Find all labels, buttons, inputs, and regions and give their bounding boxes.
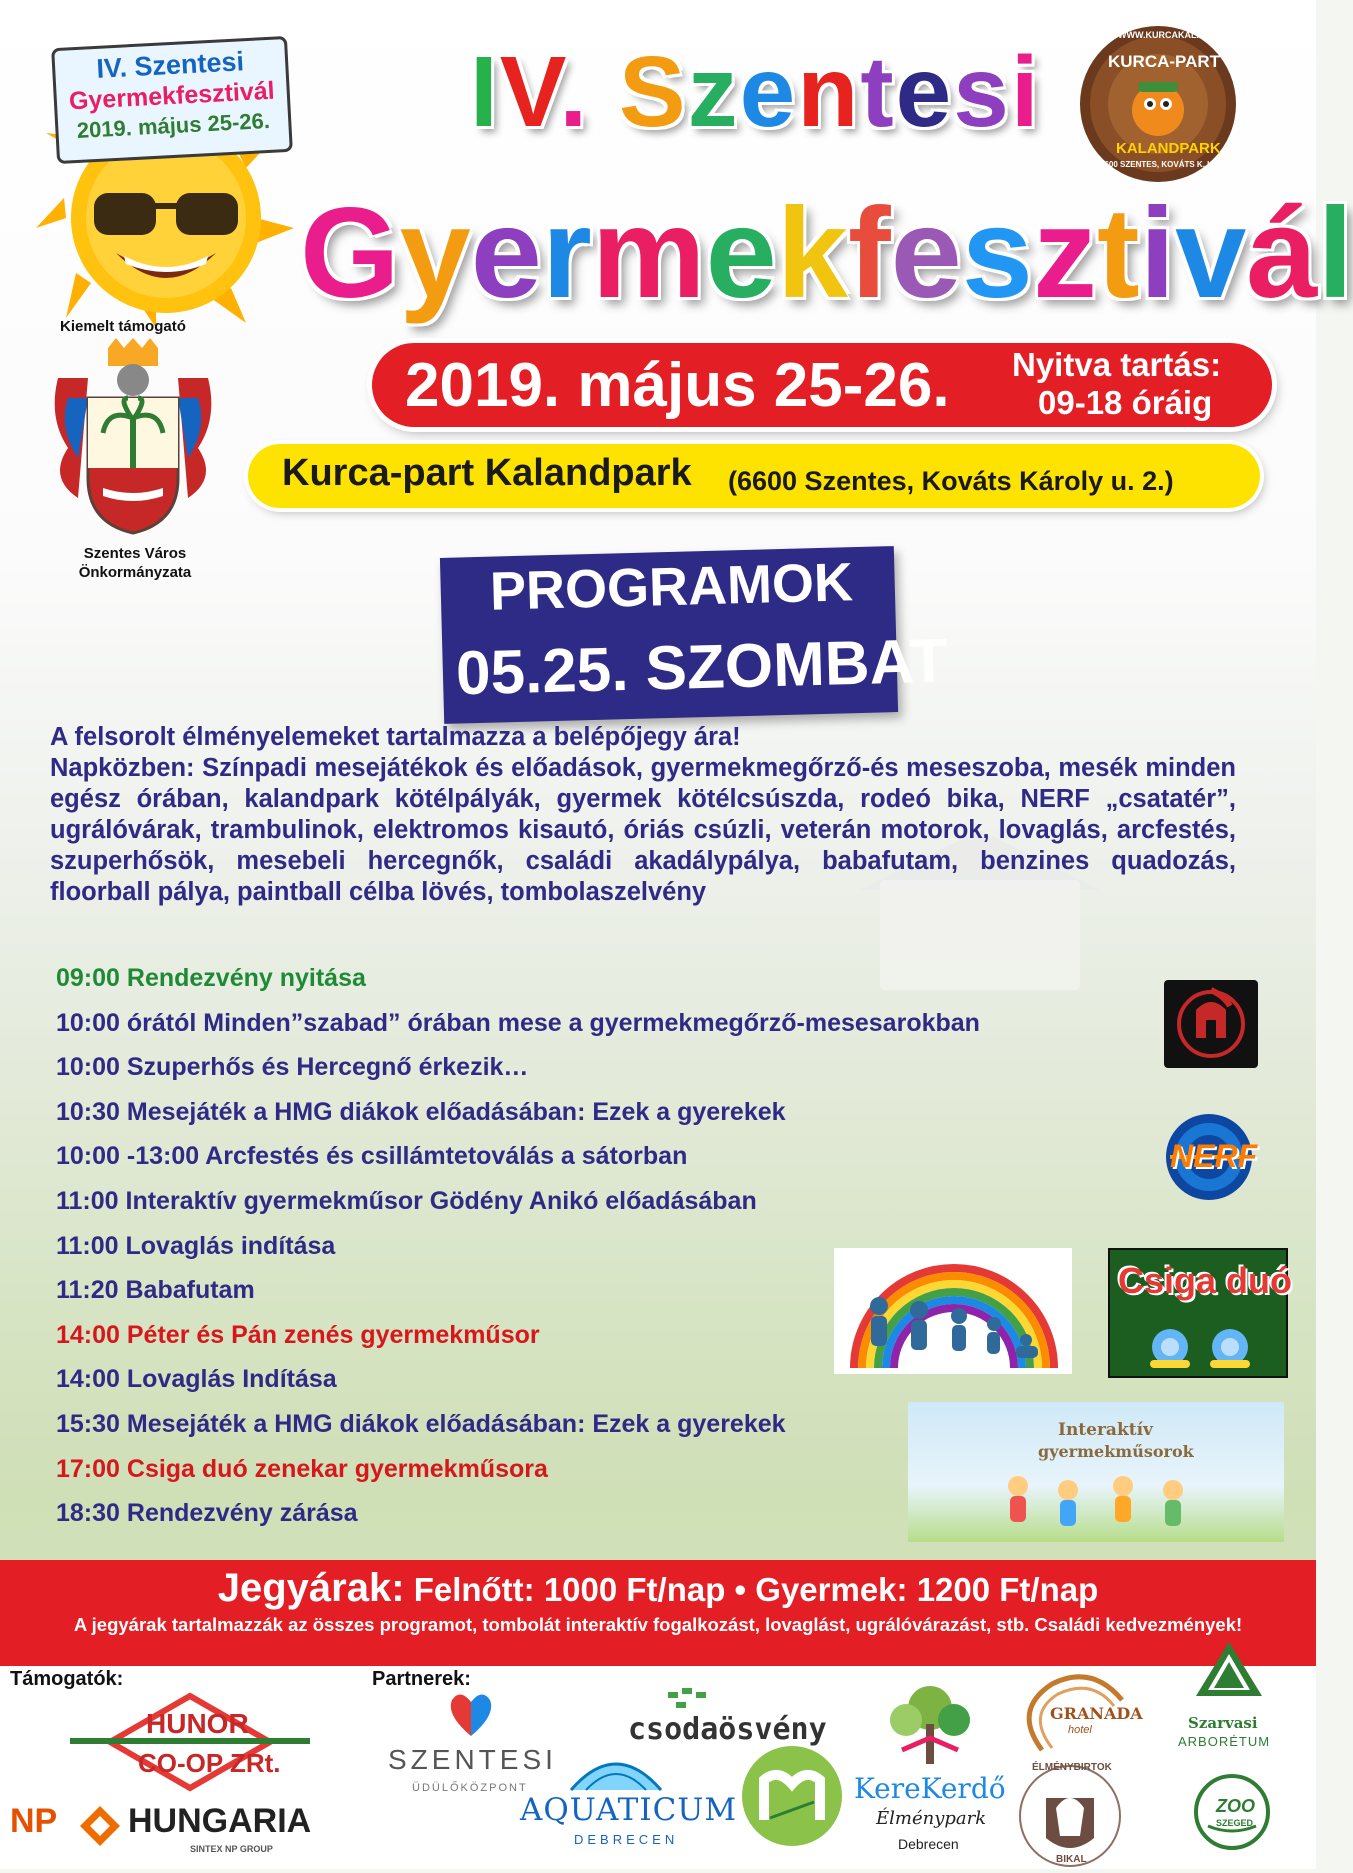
zoo-szeged-logo	[1194, 1774, 1270, 1850]
aquaticum-sub: DEBRECEN	[574, 1832, 678, 1847]
granada-hotel-logo	[1012, 1670, 1136, 1760]
csiga-duo-text: Csiga duó	[1118, 1260, 1292, 1302]
title-letter: s	[962, 182, 1033, 325]
kurca-part-url: WWW.KURCAKALAND.HU	[1118, 30, 1231, 40]
title-letter: y	[400, 182, 471, 325]
sun-logo	[36, 28, 296, 328]
kerekerdo-sub: Élménypark	[876, 1808, 986, 1829]
title-letter: z	[688, 36, 740, 148]
ticket-label: Jegyárak:	[218, 1566, 405, 1610]
title-letter: e	[706, 182, 777, 325]
title-letter: e	[740, 36, 798, 148]
program-title: PROGRAMOK	[489, 551, 853, 622]
schedule-item: 10:00 órától Minden”szabad” órában mese a gyermekmegőrző-mesesarokban	[56, 1001, 980, 1046]
interactive-subtitle: gyermekműsorok	[1038, 1442, 1194, 1461]
title-letter: l	[1318, 182, 1353, 325]
interactive-show-image	[908, 1402, 1284, 1542]
intro-text	[50, 722, 1236, 908]
title-line2-text	[300, 182, 1353, 325]
interactive-title: Interaktív	[1058, 1420, 1153, 1440]
title-letter: n	[797, 36, 860, 148]
title-letter: i	[1011, 36, 1041, 148]
ticket-prices: Felnőtt: 1000 Ft/nap • Gyermek: 1200 Ft/nap	[414, 1571, 1099, 1608]
coat-of-arms-icon	[48, 338, 218, 538]
schedule-item: 17:00 Csiga duó zenekar gyermekműsora	[56, 1447, 980, 1492]
title-letter: t	[1097, 182, 1140, 325]
sun-logo-line3: 2019. május 25-26.	[58, 105, 289, 147]
sun-logo-line2: Gyermekfesztivál	[56, 75, 287, 117]
kurca-part-badge	[1078, 24, 1238, 184]
snail-icon	[1140, 1312, 1260, 1372]
festival-title-line2	[300, 180, 1353, 327]
supporter-name-2: Önkormányzata	[50, 563, 220, 582]
supporters-label: Támogatók:	[10, 1668, 123, 1691]
event-date: 2019. május 25-26.	[405, 350, 950, 421]
rainbow-icon	[834, 1248, 1072, 1374]
spartan-logo	[1164, 980, 1258, 1068]
green-m-logo	[740, 1744, 844, 1848]
schedule-item: 10:00 -13:00 Arcfestés és csillámtetoválás a sátorban	[56, 1134, 980, 1179]
festival-title-line1	[470, 35, 1041, 150]
hungaria-sub: SINTEX NP GROUP	[190, 1844, 273, 1854]
np-diamond-icon	[80, 1806, 120, 1846]
ticket-note: A jegyárak tartalmazzák az összes programot, tombolát interaktív fogalkozást, lovaglást, ugrálóvárazást, stb. Családi kedvezmények!	[0, 1614, 1316, 1636]
schedule-item: 11:00 Lovaglás indítása	[56, 1224, 980, 1269]
hunor-text: HUNOR	[146, 1708, 249, 1740]
zoo-sub: SZEGED	[1216, 1818, 1253, 1828]
partners-label: Partnerek:	[372, 1668, 471, 1691]
szentesi-sub: ÜDÜLŐKÖZPONT	[412, 1782, 528, 1794]
title-letter: G	[300, 182, 400, 325]
schedule-item: 14:00 Lovaglás Indítása	[56, 1357, 980, 1402]
location-address: (6600 Szentes, Kováts Károly u. 2.)	[728, 466, 1174, 497]
schedule-item: 09:00 Rendezvény nyitása	[56, 956, 980, 1001]
kids-icon	[988, 1472, 1208, 1540]
schedule-item: 10:00 Szuperhős és Hercegnő érkezik…	[56, 1045, 980, 1090]
sun-logo-line1: IV. Szentesi	[54, 43, 285, 87]
title-letter: s	[953, 36, 1011, 148]
elmenybirtok-bikal-logo	[1010, 1758, 1130, 1868]
schedule-item: 10:30 Mesejáték a HMG diákok előadásában: Ezek a gyerekek	[56, 1090, 980, 1135]
kerekerdo-city: Debrecen	[898, 1836, 959, 1852]
title-letter: S	[619, 36, 688, 148]
heart-icon	[446, 1690, 496, 1736]
kurca-part-line2: KALANDPARK	[1116, 140, 1221, 157]
pine-tree-icon	[1194, 1640, 1264, 1710]
np-hungaria-logo	[10, 1800, 350, 1860]
schedule-item: 11:00 Interaktív gyermekműsor Gödény Anikó előadásában	[56, 1179, 980, 1224]
intro-line1: A felsorolt élményelemeket tartalmazza a belépőjegy ára!	[50, 722, 1236, 753]
title-letter: .	[559, 36, 589, 148]
title-letter: v	[1175, 182, 1246, 325]
title-letter: i	[1140, 182, 1176, 325]
supporter-label: Kiemelt támogató	[60, 318, 186, 335]
ticket-prices-line	[0, 1566, 1316, 1611]
arboretum-text: ARBORÉTUM	[1178, 1734, 1270, 1749]
kerekerdo-text: KereKerdő	[854, 1772, 1006, 1805]
elmenybirtok-text: ÉLMÉNYBIRTOK	[1032, 1762, 1112, 1773]
title-letter: r	[542, 182, 592, 325]
nerf-text: NERF	[1170, 1138, 1257, 1175]
sun-logo-banner	[51, 36, 293, 164]
title-line1-text	[470, 36, 1041, 148]
aquaticum-text: AQUATICUM	[520, 1792, 737, 1828]
coat-of-arms	[48, 338, 218, 538]
title-letter: á	[1246, 182, 1317, 325]
zoo-text: ZOO	[1216, 1796, 1255, 1817]
csodaosveny-logo	[628, 1688, 848, 1748]
title-letter: I	[470, 36, 500, 148]
csodaosveny-text: csodaösvény	[628, 1712, 827, 1747]
program-day: 05.25. SZOMBAT	[455, 626, 948, 710]
opening-label: Nyitva tartás:	[1012, 346, 1221, 384]
schedule-item: 18:30 Rendezvény zárása	[56, 1491, 980, 1536]
title-letter: f	[848, 182, 891, 325]
szarvasi-text: Szarvasi	[1188, 1714, 1258, 1732]
title-letter: m	[592, 182, 706, 325]
dome-icon	[566, 1748, 666, 1792]
title-letter: t	[860, 36, 895, 148]
title-letter: e	[891, 182, 962, 325]
opening-hours: 09-18 óráig	[1038, 384, 1212, 422]
granada-sub: hotel	[1068, 1724, 1092, 1736]
nerf-logo	[1162, 1112, 1256, 1202]
granada-text: GRANADA	[1050, 1704, 1143, 1723]
title-letter: e	[896, 36, 954, 148]
title-letter: z	[1033, 182, 1097, 325]
coop-text: CO-OP ZRt.	[138, 1748, 281, 1779]
schedule-item: 15:30 Mesejáték a HMG diákok előadásában: Ezek a gyerekek	[56, 1402, 980, 1447]
supporter-name-1: Szentes Város	[50, 544, 220, 563]
title-letter: e	[471, 182, 542, 325]
schedule-item: 14:00 Péter és Pán zenés gyermekműsor	[56, 1313, 980, 1358]
location-name: Kurca-part Kalandpark	[282, 452, 692, 495]
hunor-coop-logo	[70, 1692, 310, 1792]
title-letter	[589, 36, 619, 148]
szentesi-text: SZENTESI	[388, 1744, 557, 1776]
szarvasi-arboretum-logo	[1168, 1640, 1308, 1760]
title-letter: V	[500, 36, 560, 148]
path-icon	[668, 1688, 712, 1712]
np-text: NP	[10, 1802, 57, 1841]
tree-icon	[882, 1680, 978, 1770]
m-icon	[740, 1744, 844, 1848]
hungaria-text: HUNGARIA	[128, 1802, 311, 1841]
kerekerdo-logo	[852, 1680, 1008, 1864]
schedule-item: 11:20 Babafutam	[56, 1268, 980, 1313]
kurca-part-address: 6600 SZENTES, KOVÁTS K. U. 2.	[1100, 160, 1224, 169]
kurca-part-line1: KURCA-PART	[1108, 52, 1220, 72]
rainbow-kids-image	[834, 1248, 1072, 1374]
title-letter: k	[777, 182, 848, 325]
schedule-list	[56, 956, 980, 1536]
bikal-text: BIKAL	[1056, 1854, 1087, 1865]
intro-body: Napközben: Színpadi mesejátékok és előadások, gyermekmegőrző-és meseszoba, mesék minden egész órában, kalandpark kötélpályák, gyermek kötélcsúszda, rodeó bika, NERF „csatatér”, ugrálóvárak, trambulinok, elektromos kisautó, óriás csúzli, veterán motorok, lovaglás, arcfestés, szuperhősök, mesebeli hercegnők, családi akadálypálya, babafutam, benzines quadozás, floorball pálya, paintball célba lövés, tombolaszelvény	[50, 753, 1236, 908]
csiga-duo-image	[1108, 1248, 1288, 1378]
spartan-helmet-icon	[1164, 980, 1258, 1068]
aquaticum-logo	[516, 1748, 716, 1858]
